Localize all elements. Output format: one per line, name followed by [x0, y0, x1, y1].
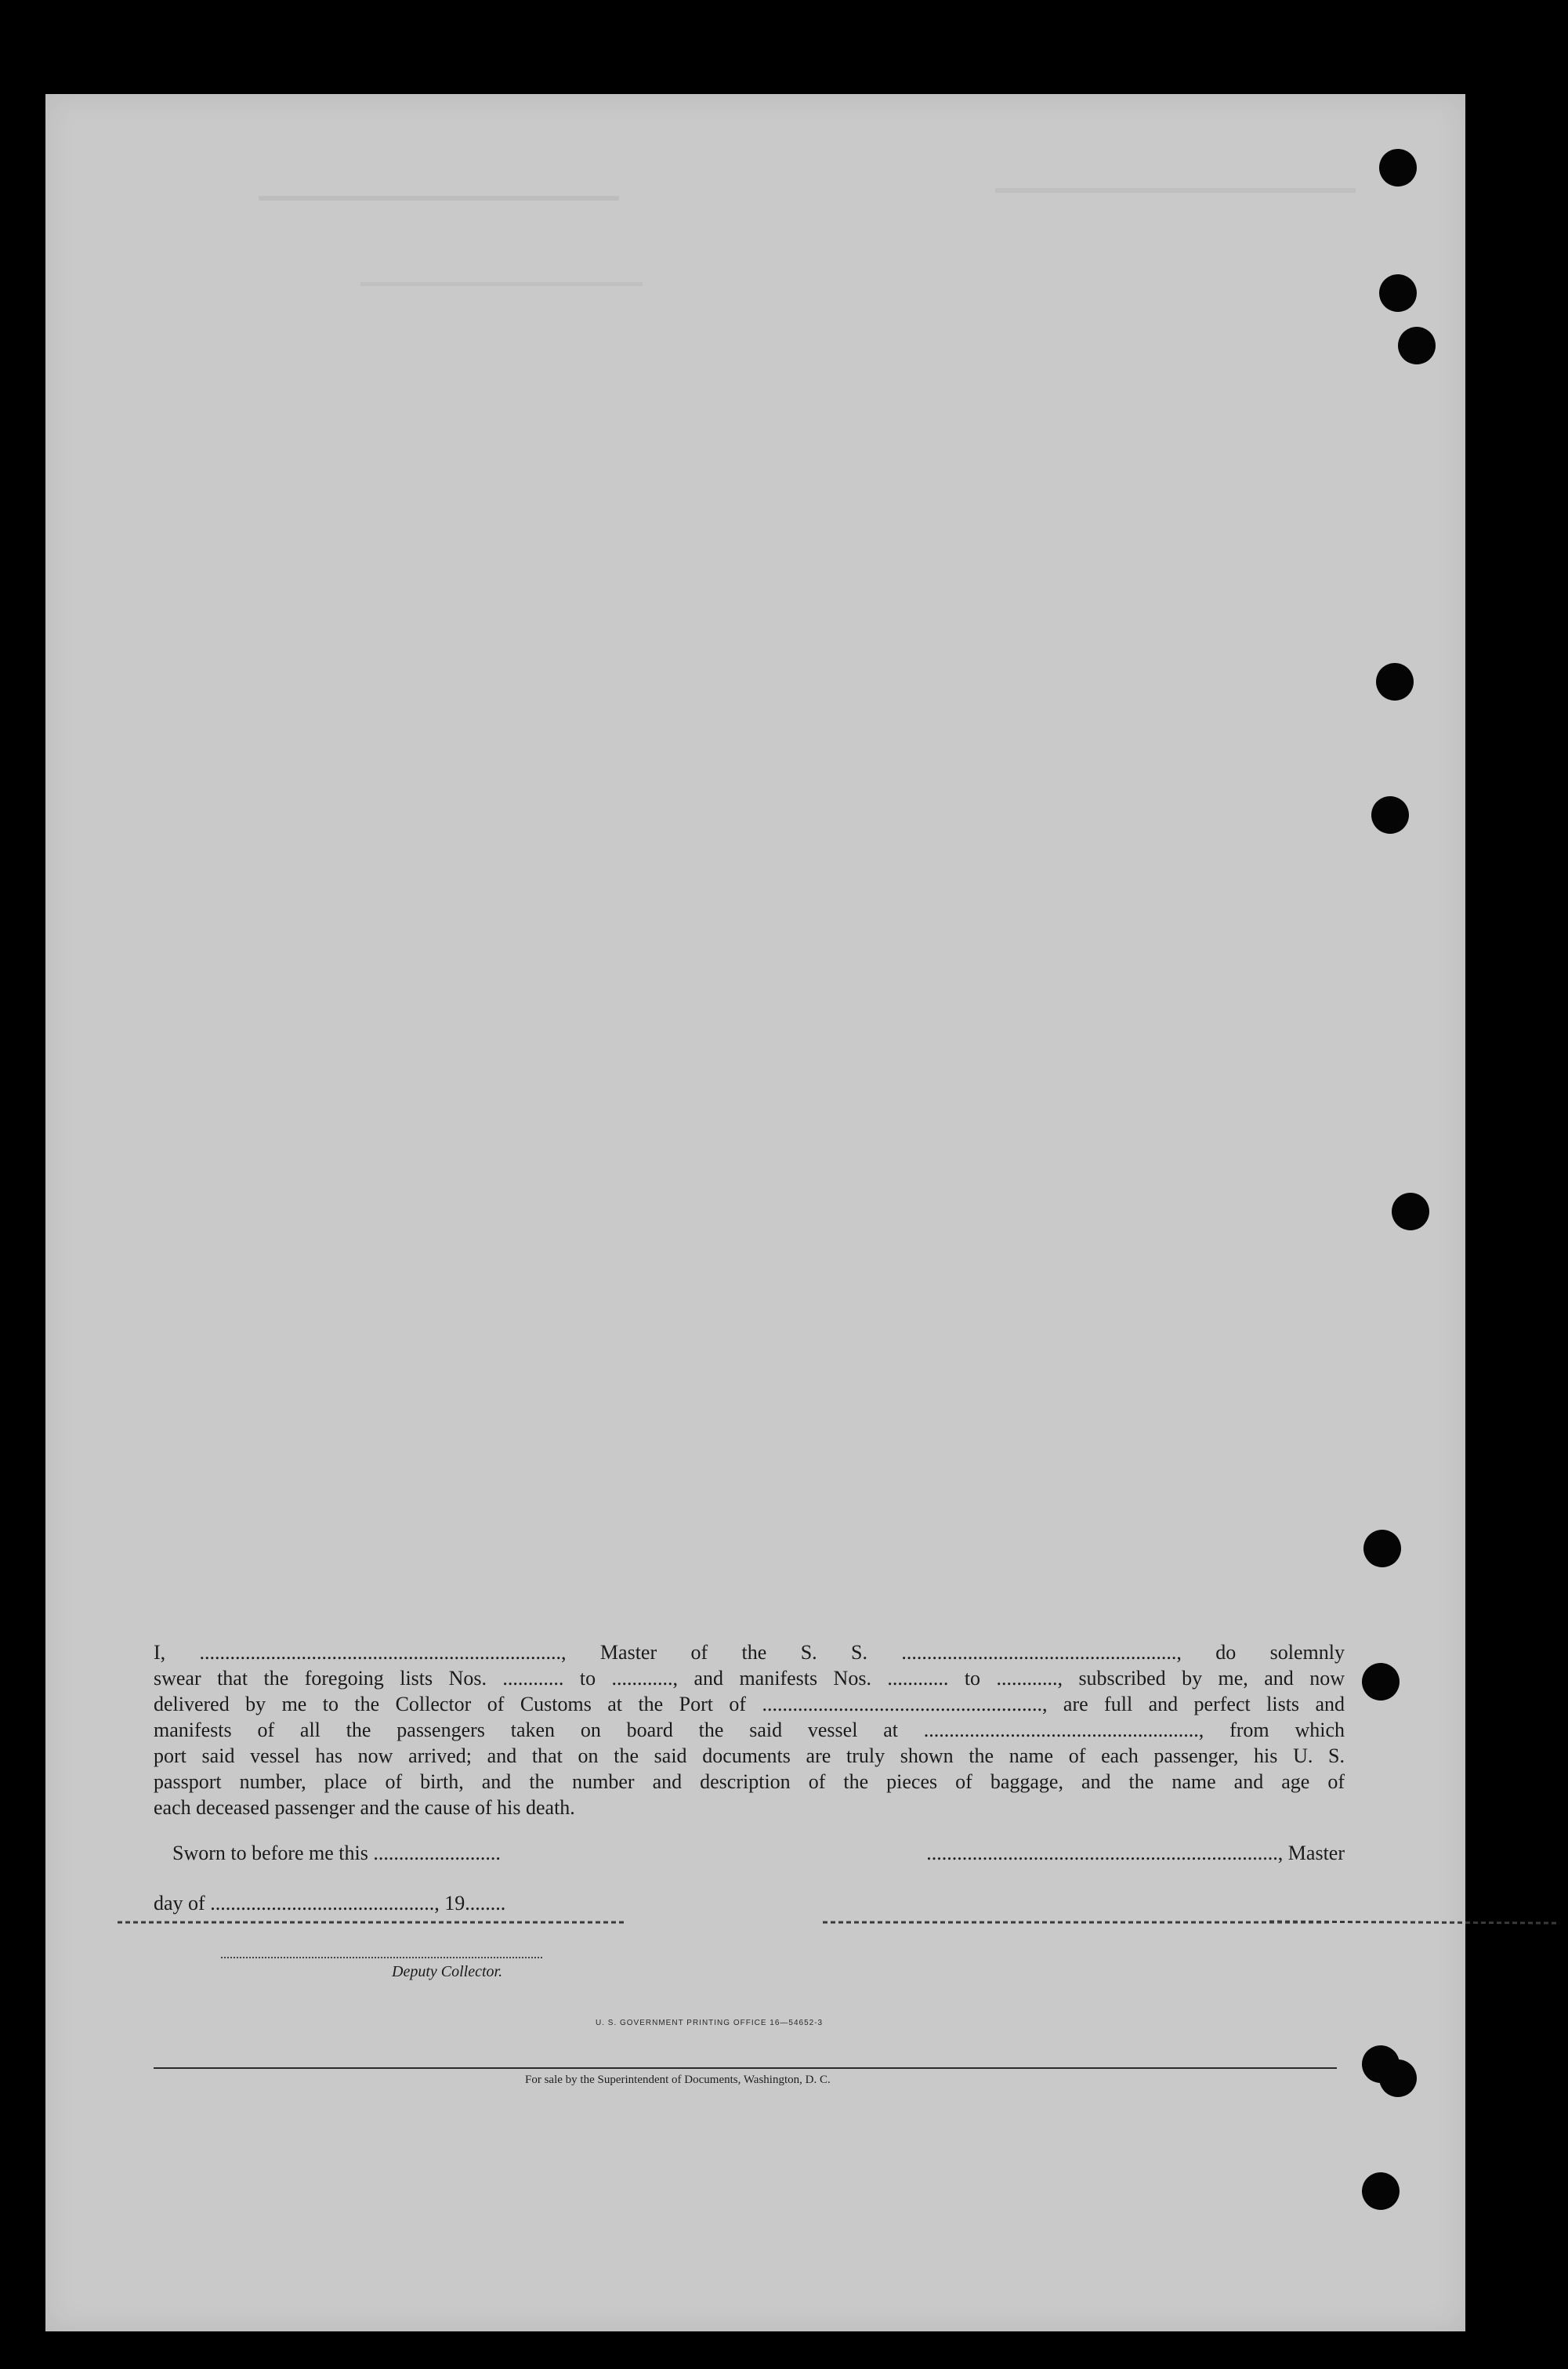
oath-line: passport number, place of birth, and the number and description of the pieces of baggage, and the name and age of: [154, 1770, 1345, 1793]
oath-line: swear that the foregoing lists Nos. ............ to ............, and manifests Nos. ............ to ............, subscribed by me, and now: [154, 1667, 1345, 1690]
horizontal-rule: [154, 2067, 1337, 2069]
master-signature-line: ....................................................................., Master: [926, 1842, 1345, 1864]
oath-line: delivered by me to the Collector of Customs at the Port of ......................................................., are full and perfect lists and: [154, 1693, 1345, 1715]
deputy-signature-line: [221, 1957, 542, 1958]
sworn-statement: Sworn to before me this .........................: [172, 1842, 501, 1864]
oath-paragraph: [154, 1639, 1345, 1820]
punch-hole: [1362, 1663, 1400, 1701]
for-sale-notice: For sale by the Superintendent of Documents, Washington, D. C.: [525, 2074, 831, 2086]
document-page: [45, 94, 1465, 2331]
paper-crease: [0, 1920, 1559, 1925]
oath-line: manifests of all the passengers taken on board the said vessel at ......................................................, from which: [154, 1719, 1345, 1741]
punch-hole: [1379, 149, 1417, 187]
punch-hole: [1362, 2172, 1400, 2210]
date-line: day of ............................................, 19........: [154, 1892, 506, 1914]
punch-hole: [1376, 663, 1414, 701]
punch-hole: [1379, 2059, 1417, 2097]
oath-line: each deceased passenger and the cause of his death.: [154, 1796, 575, 1819]
bleed-through-mark: [995, 188, 1356, 193]
punch-hole: [1379, 274, 1417, 312]
bleed-through-mark: [360, 282, 643, 286]
printer-imprint: U. S. GOVERNMENT PRINTING OFFICE 16—54652-3: [596, 2019, 824, 2027]
punch-hole: [1371, 796, 1409, 834]
oath-line: port said vessel has now arrived; and that on the said documents are truly shown the name of each passenger, his U. S.: [154, 1744, 1345, 1767]
punch-hole: [1392, 1193, 1429, 1230]
bleed-through-mark: [259, 196, 619, 201]
punch-hole: [1363, 1530, 1401, 1567]
oath-line: I, ......................................................................., Master of the S. S. ......................................................, do solemnly: [154, 1641, 1345, 1664]
deputy-collector-label: Deputy Collector.: [392, 1963, 503, 1980]
punch-hole: [1398, 327, 1436, 364]
